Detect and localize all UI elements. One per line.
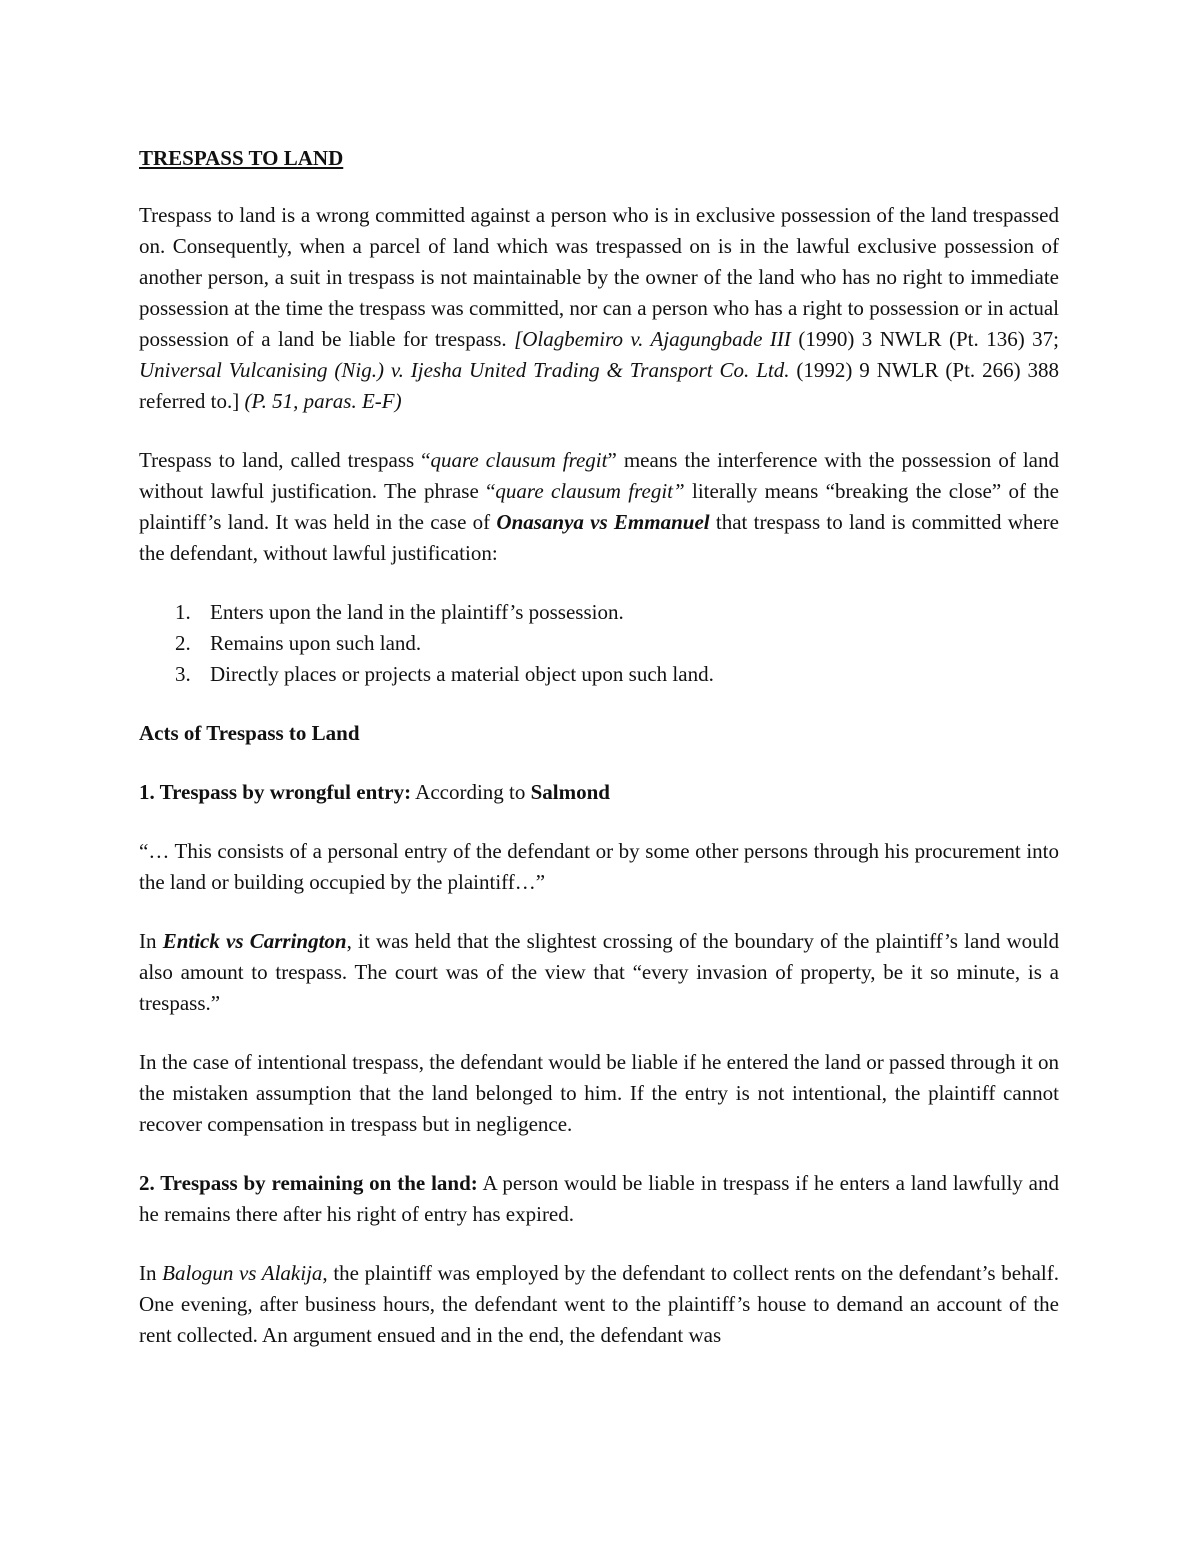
definition-text: Trespass to land is a wrong committed against a person who is in exclusive possession of the land trespassed on. Consequently, when a parcel of land which was trespassed on is in the lawful exclusive possession of another person, a suit in trespass is not maintainable by the owner of the land who has no right to immediate possession at the time the trespass was committed, nor can a person who has a right to possession or in actual possession of a land be liable for trespass. [139,203,1059,351]
quare-text-3: literally means “breaking the close” of the plaintiff’s land. It was held in the case of [139,479,1059,534]
list-number: 3. [175,662,191,686]
paragraph-salmond-quote: “… This consists of a personal entry of the defendant or by some other persons through his procurement into the land or building occupied by the plaintiff…” [139,839,1059,894]
case-balogun: Balogun vs Alakija [162,1261,323,1285]
latin-phrase-2: quare clausum fregit” [495,479,685,503]
citation-case-universal-vulcanising: Universal Vulcanising (Nig.) v. Ijesha United Trading & Transport Co. Ltd. [139,358,790,382]
case-onasanya: Onasanya vs Emmanuel [496,510,710,534]
list-item [139,659,1059,690]
balogun-text-1: In [139,1261,163,1285]
latin-phrase-1: quare clausum fregit [430,448,608,472]
section-label-wrongful-entry: 1. Trespass by wrongful entry: [139,780,412,804]
balogun-text-2: , the plaintiff was employed by the defendant to collect rents on the defendant’s behalf. One evening, after business hours, the defendant went to the plaintiff’s house to demand an account of the rent collected. An argument ensued and in the end, the defendant was [139,1261,1059,1347]
citation-olagbemiro-report: (1990) 3 NWLR (Pt. 136) 37; [790,327,1059,351]
paragraph-intentional: In the case of intentional trespass, the defendant would be liable if he entered the land or passed through it on the mistaken assumption that the land belonged to him. If the entry is not intentional, the plaintiff cannot recover compensation in trespass but in negligence. [139,1050,1059,1136]
quare-text-1: Trespass to land, called trespass “ [139,448,431,472]
paragraph-definition [139,200,1059,417]
section-heading-acts: Acts of Trespass to Land [139,721,360,745]
list-number: 2. [175,631,191,655]
document-page [139,143,1059,1379]
citation-case-olagbemiro: [Olagbemiro v. Ajagungbade III [514,327,791,351]
section-label-remaining: 2. Trespass by remaining on the land: [139,1171,478,1195]
citation-universal-report: (1992) 9 NWLR (Pt. 266) 388 referred to.] [139,358,1059,413]
section-text-remaining: A person would be liable in trespass if he enters a land lawfully and he remains there after his right of entry has expired. [139,1171,1059,1226]
list-number: 1. [175,600,191,624]
paragraph-quare-clausum [139,445,1059,569]
case-entick: Entick vs Carrington [162,929,347,953]
quare-text-4: that trespass to land is committed where the defendant, without lawful justification: [139,510,1059,565]
trespass-elements-list [139,597,1059,690]
section-text-wrongful-entry: According to [411,780,531,804]
list-text: Remains upon such land. [210,631,422,655]
list-item [139,597,1059,628]
section-wrongful-entry [139,777,1059,808]
entick-text-2: , it was held that the slightest crossing of the boundary of the plaintiff’s land would also amount to trespass. The court was of the view that “every invasion of property, be it so minute, is a trespass.” [139,929,1059,1015]
section-remaining-on-land [139,1168,1059,1230]
paragraph-entick [139,926,1059,1019]
list-text: Directly places or projects a material object upon such land. [210,662,714,686]
author-salmond: Salmond [530,780,610,804]
list-text: Enters upon the land in the plaintiff’s possession. [210,600,624,624]
quare-text-2: ” means the interference with the possession of land without lawful justification. The phrase “ [139,448,1059,503]
entick-text-1: In [139,929,163,953]
paragraph-balogun [139,1258,1059,1351]
list-item [139,628,1059,659]
document-title: TRESPASS TO LAND [139,146,344,170]
citation-paragraph-reference: (P. 51, paras. E-F) [244,389,402,413]
